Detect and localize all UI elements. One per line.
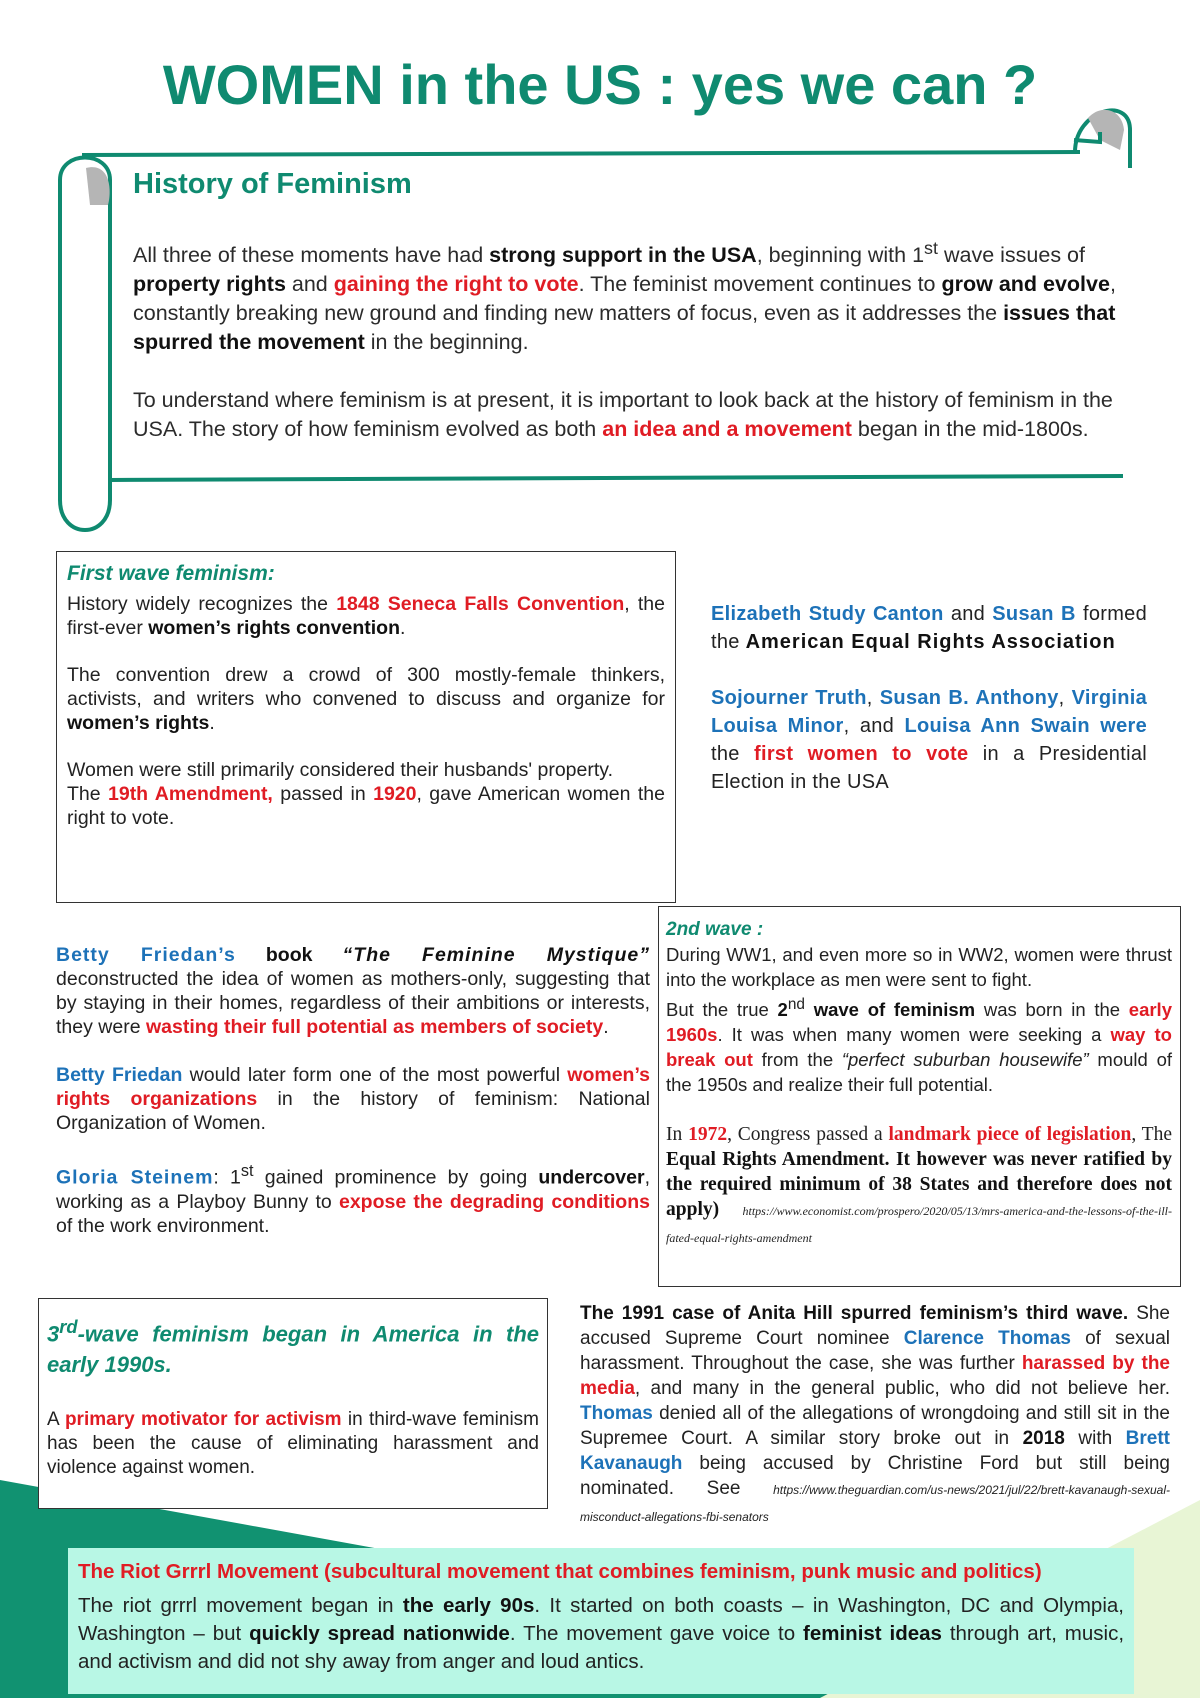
economist-link[interactable]: https://www.economist.com/prospero/2020/05/13/mrs-america-and-the-lessons-of-the-ill-fated-equal-rights-amendment <box>666 1204 1172 1246</box>
friedan-text <box>56 943 650 1238</box>
equal-rights-text <box>711 600 1147 796</box>
first-wave-paragraph-4: The 19th Amendment, passed in 1920, gave American women the right to vote. <box>67 783 665 829</box>
third-wave-box <box>38 1298 548 1509</box>
steinem-paragraph: Gloria Steinem: 1st gained prominence by going undercover, working as a Playboy Bunny to expose the degrading conditions of the work environment. <box>56 1162 650 1237</box>
history-text <box>133 234 1128 444</box>
second-wave-paragraph-2: But the true 2nd wave of feminism was born in the early 1960s. It was when many women were seeking a way to break out from the “perfect suburban housewife” mould of the 1950s and realize their full potential. <box>666 996 1172 1096</box>
third-wave-paragraph: A primary motivator for activism in third-wave feminism has been the cause of eliminating harassment and violence against women. <box>47 1409 539 1479</box>
friedan-paragraph-1: Betty Friedan’s book “The Feminine Mystique” deconstructed the idea of women as mothers-only, suggesting that by staying in their homes, regardless of their ambitions or interests, they were wasting their full potential as members of society. <box>56 944 650 1038</box>
first-wave-heading: First wave feminism: <box>67 562 275 585</box>
page-title: WOMEN in the US : yes we can ? <box>162 53 1038 116</box>
history-paragraph-2: To understand where feminism is at present, it is important to look back at the history of feminism in the USA. The story of how feminism evolved as both an idea and a movement began in the mid-1800s. <box>133 388 1113 442</box>
friedan-paragraph-2: Betty Friedan would later form one of the most powerful women’s rights organizations in the history of feminism: National Organization of Women. <box>56 1064 651 1134</box>
first-wave-paragraph-3: Women were still primarily considered their husbands' property. <box>67 759 613 781</box>
history-heading: History of Feminism <box>133 168 412 200</box>
equal-rights-paragraph-2: Sojourner Truth, Susan B. Anthony, Virginia Louisa Minor, and Louisa Ann Swain were the first women to vote in a Presidential Election in the USA <box>711 687 1148 793</box>
second-wave-paragraph-3: In 1972, Congress passed a landmark piece of legislation, The Equal Rights Amendment. It however was never ratified by the required minimum of 38 States and therefore does not apply) https://www.economist.com/prospero/2020/05/13/mrs-america-and-the-lessons-of-the-ill-fated-equal-rights-amendment <box>666 1124 1172 1246</box>
history-paragraph-1: All three of these moments have had strong support in the USA, beginning with 1st wave issues of property rights and gaining the right to vote. The feminist movement continues to grow and evolve, constantly breaking new ground and finding new matters of focus, even as it addresses the issues that spurred the movement in the beginning. <box>133 238 1116 355</box>
riot-grrrl-paragraph: The riot grrrl movement began in the early 90s. It started on both coasts – in Washington, DC and Olympia, Washington – but quickly spread nationwide. The movement gave voice to feminist ideas through art, music, and activism and did not shy away from anger and loud antics. <box>78 1594 1125 1673</box>
riot-grrrl-heading: The Riot Grrrl Movement (subcultural movement that combines feminism, punk music and politics) <box>78 1560 1042 1583</box>
second-wave-box <box>658 906 1181 1287</box>
first-wave-paragraph-2: The convention drew a crowd of 300 mostly-female thinkers, activists, and writers who convened to discuss and organize for women’s rights. <box>67 664 665 734</box>
equal-rights-paragraph-1: Elizabeth Study Canton and Susan B formed the American Equal Rights Association <box>711 603 1148 653</box>
first-wave-box <box>56 551 676 903</box>
second-wave-heading: 2nd wave : <box>666 919 764 940</box>
anita-hill-text <box>580 1301 1170 1530</box>
first-wave-paragraph-1: History widely recognizes the 1848 Seneca Falls Convention, the first-ever women’s rights convention. <box>67 593 665 639</box>
third-wave-heading: 3rd-wave feminism began in America in the early 1990s. <box>47 1316 539 1378</box>
anita-hill-paragraph: The 1991 case of Anita Hill spurred feminism’s third wave. She accused Supreme Court nominee Clarence Thomas of sexual harassment. Throughout the case, she was further harassed by the media, and many in the general public, who did not believe her. Thomas denied all of the allegations of wrongdoing and still sit in the Supremee Court. A similar story broke out in 2018 with Brett Kavanaugh being accused by Christine Ford but still being nominated. See https://www.theguardian.com/us-news/2021/jul/22/brett-kavanaugh-sexual-misconduct-allegations-fbi-senators <box>580 1303 1171 1524</box>
scroll-curl-left <box>86 167 110 205</box>
guardian-link[interactable]: https://www.theguardian.com/us-news/2021/jul/22/brett-kavanaugh-sexual-misconduct-allegations-fbi-senators <box>580 1483 1170 1524</box>
second-wave-paragraph-1: During WW1, and even more so in WW2, women were thrust into the workplace as men were sent to fight. <box>666 944 1172 990</box>
riot-grrrl-box <box>68 1548 1134 1694</box>
